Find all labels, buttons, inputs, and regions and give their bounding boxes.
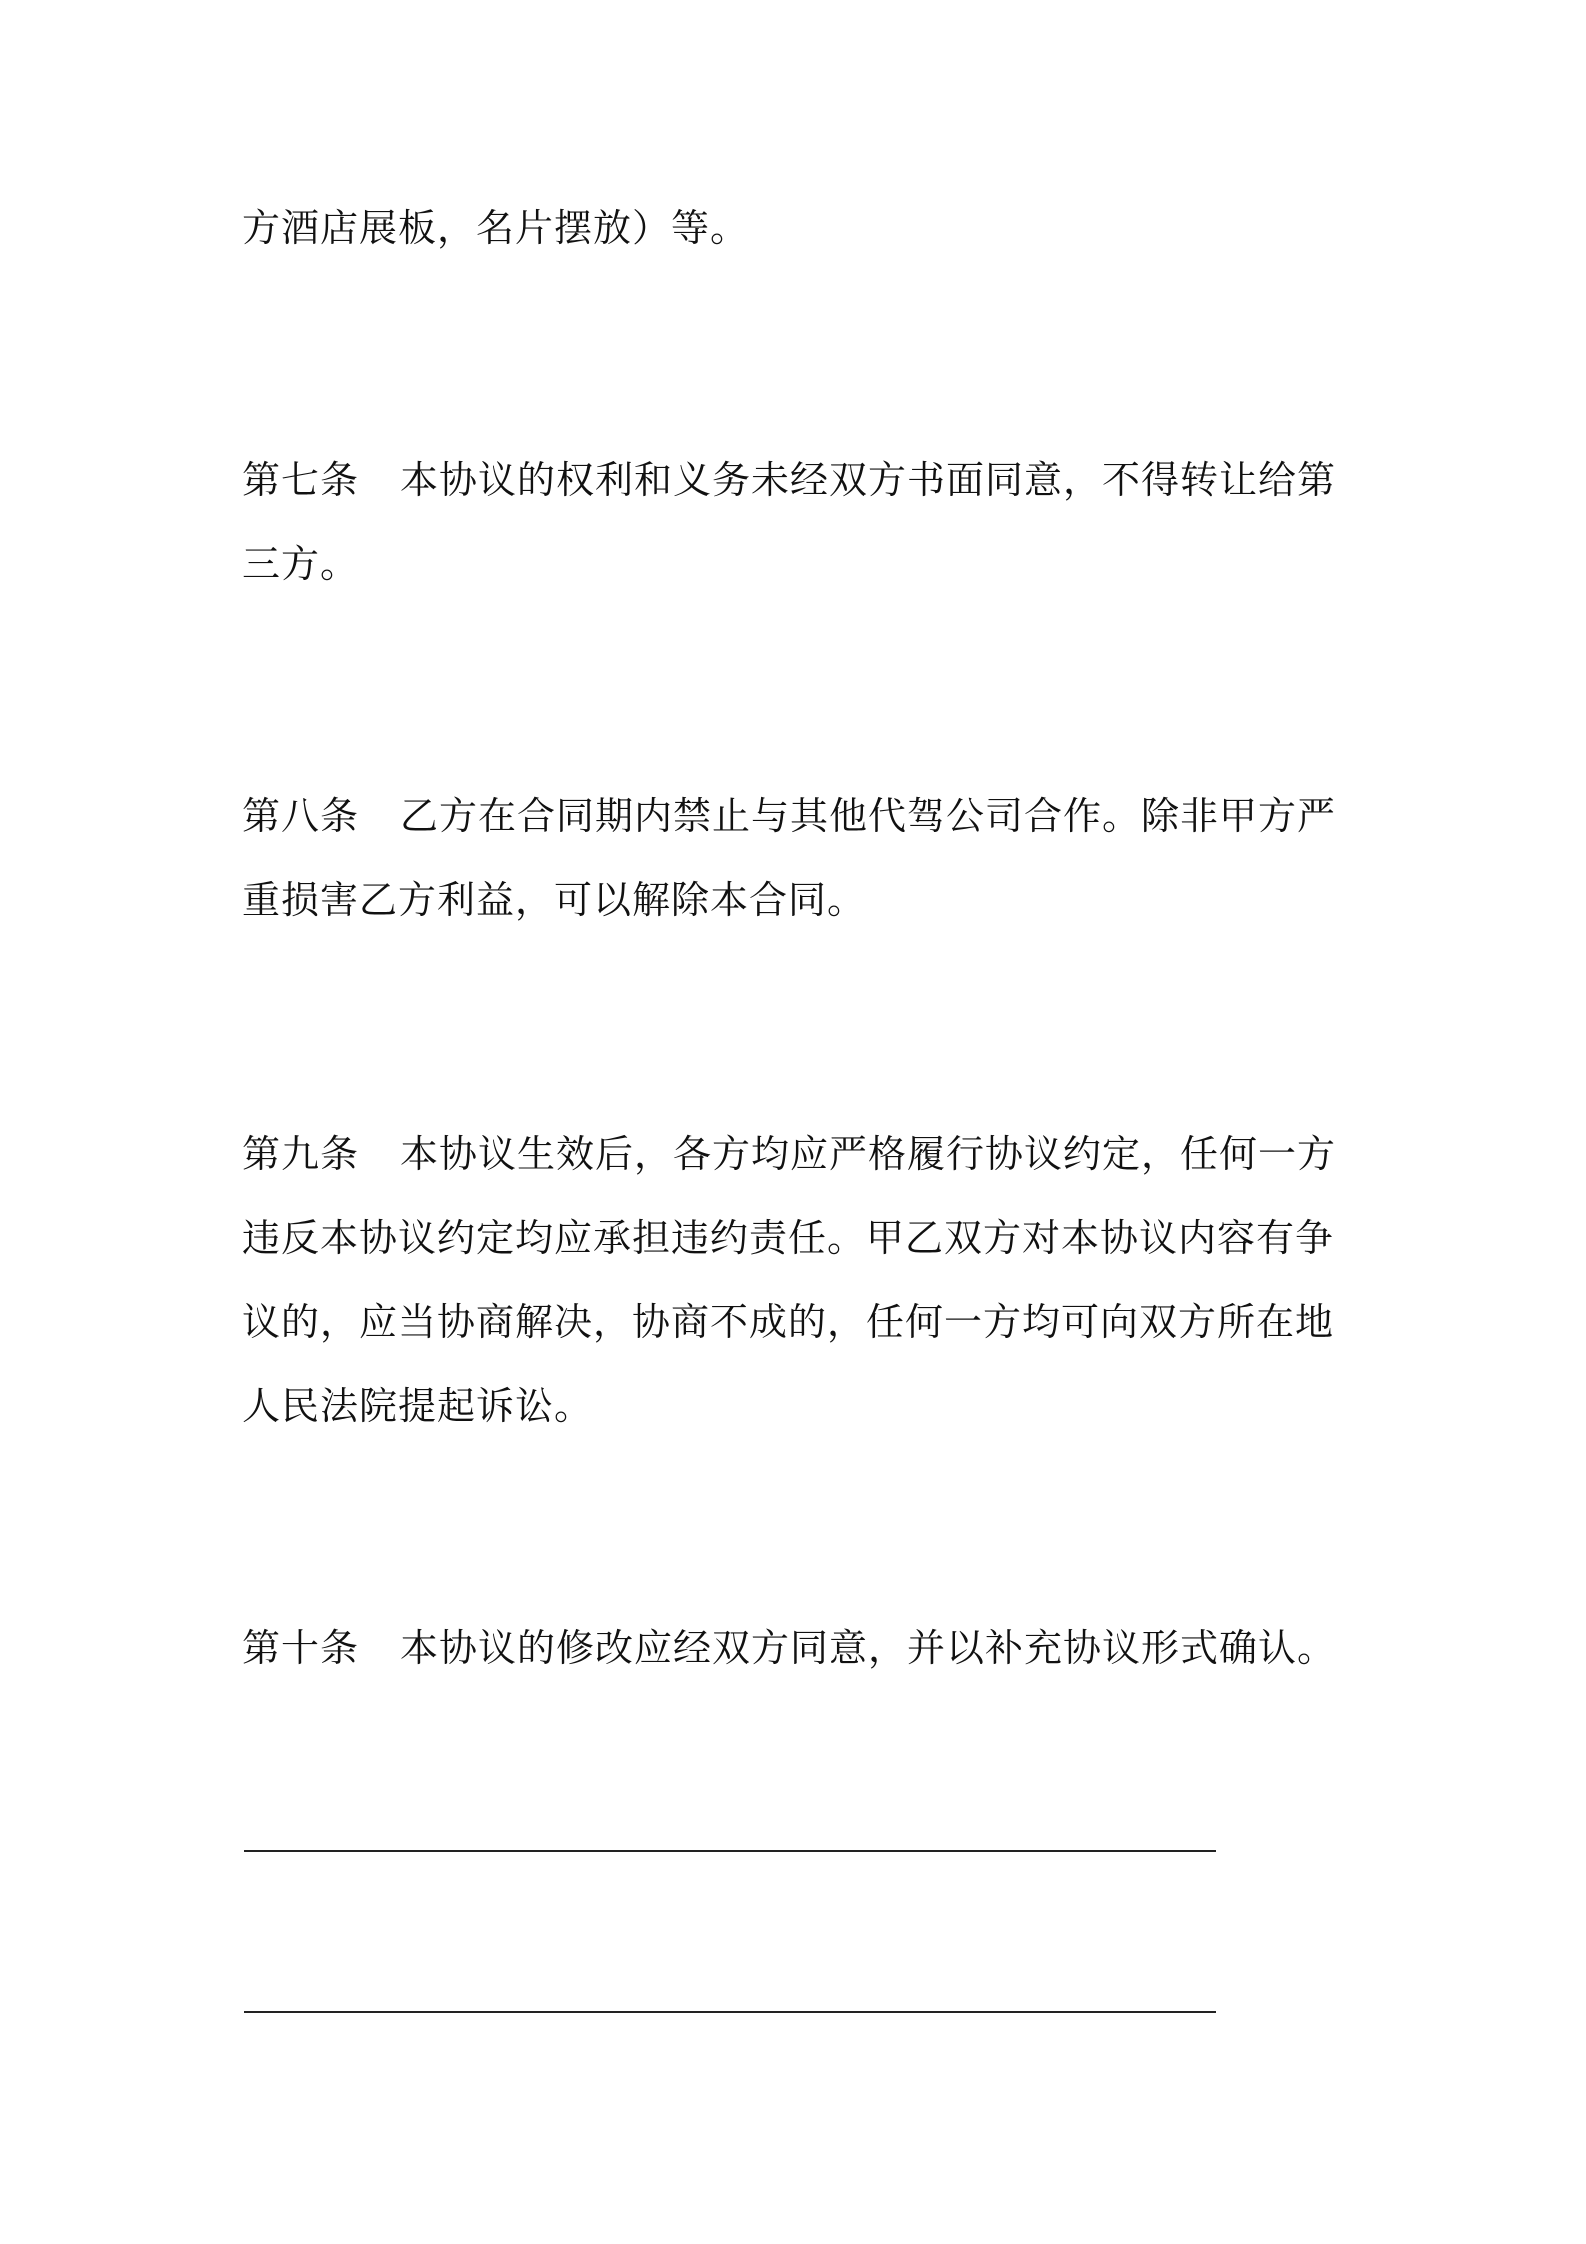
article-label: 第九条: [242, 1132, 360, 1176]
paragraph-line: 议的，应当协商解决，协商不成的，任何一方均可向双方所在地: [242, 1300, 1335, 1344]
blank-fill-line: [244, 1850, 1216, 1852]
article-7: [242, 438, 1362, 606]
paragraph-line: 三方。: [242, 542, 360, 586]
article-9: [242, 1112, 1362, 1448]
article-text: 乙方在合同期内禁止与其他代驾公司合作。除非甲方严: [400, 794, 1337, 838]
paragraph-line: 方酒店展板，名片摆放）等。: [242, 206, 750, 250]
article-text: 本协议的修改应经双方同意，并以补充协议形式确认。: [400, 1626, 1337, 1670]
article-label: 第七条: [242, 458, 360, 502]
paragraph-line: [242, 774, 1362, 858]
article-text: 本协议的权利和义务未经双方书面同意，不得转让给第: [400, 458, 1337, 502]
paragraph-line: 重损害乙方利益，可以解除本合同。: [242, 878, 867, 922]
article-10: [242, 1606, 1362, 1690]
article-text: 本协议生效后，各方均应严格履行协议约定，任何一方: [400, 1132, 1337, 1176]
paragraph-line: [242, 1112, 1362, 1196]
article-label: 第八条: [242, 794, 360, 838]
article-8: [242, 774, 1362, 942]
article-label: 第十条: [242, 1626, 360, 1670]
paragraph-line: [242, 438, 1362, 522]
blank-fill-line: [244, 2011, 1216, 2013]
continuation-paragraph: [242, 186, 1362, 270]
paragraph-line: 人民法院提起诉讼。: [242, 1384, 594, 1428]
paragraph-line: [242, 1606, 1362, 1690]
paragraph-line: 违反本协议约定均应承担违约责任。甲乙双方对本协议内容有争: [242, 1216, 1335, 1260]
